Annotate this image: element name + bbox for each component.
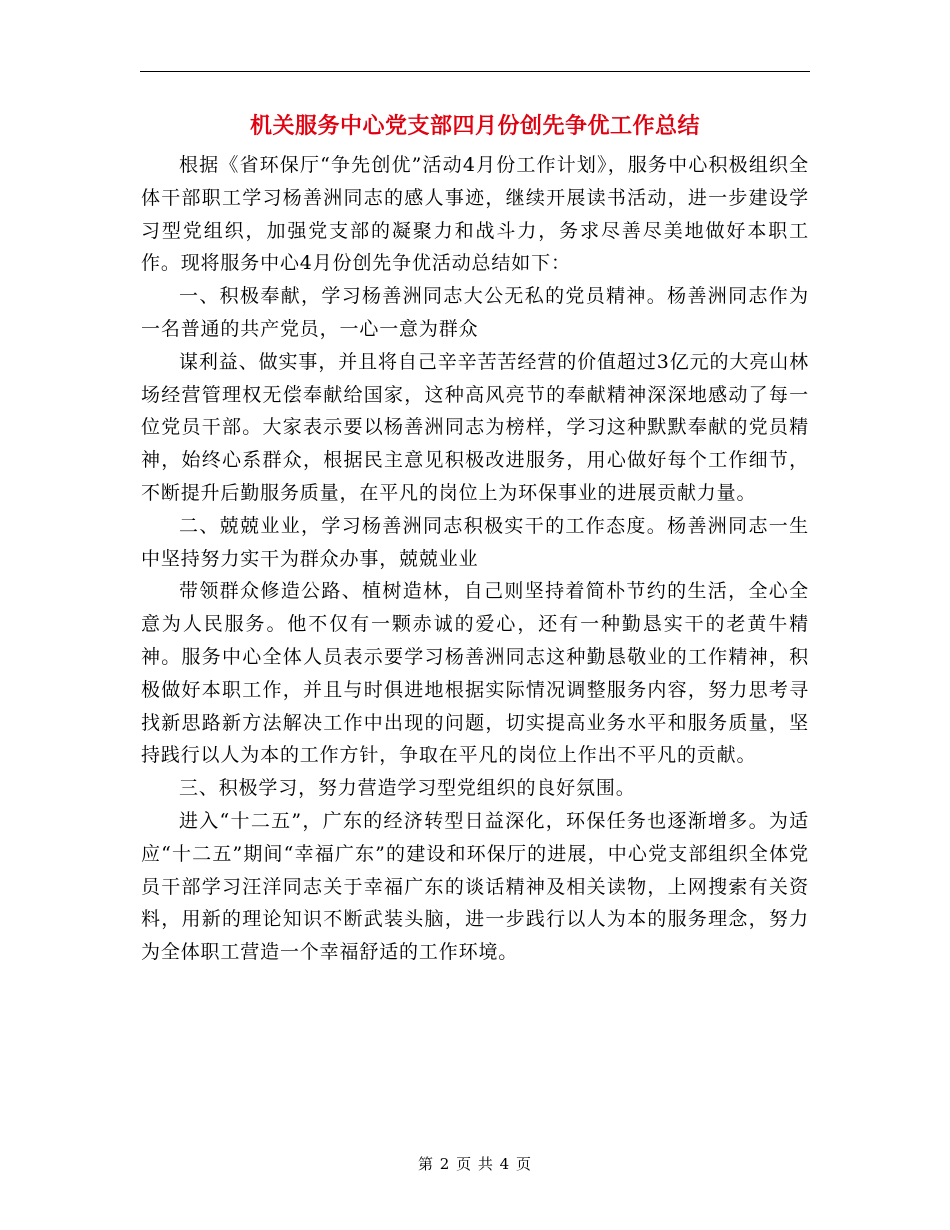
header-rule xyxy=(140,71,810,72)
document-body xyxy=(141,149,809,969)
paragraph-intro: 根据《省环保厅“争先创优”活动4月份工作计划》，服务中心积极组织全体干部职工学习杨善洲同志的感人事迹，继续开展读书活动，进一步建设学习型党组织，加强党支部的凝聚力和战斗力，务求尽善尽美地做好本职工作。现将服务中心4月份创先争优活动总结如下： xyxy=(141,154,809,275)
page-number-footer: 第 2 页 共 4 页 xyxy=(418,1155,532,1173)
paragraph-section-1-body: 谋利益、做实事，并且将自己辛辛苦苦经营的价值超过3亿元的大亮山林场经营管理权无偿奉献给国家，这种高风亮节的奉献精神深深地感动了每一位党员干部。大家表示要以杨善洲同志为榜样，学习这种默默奉献的党员精神，始终心系群众，根据民主意见积极改进服务，用心做好每个工作细节，不断提升后勤服务质量，在平凡的岗位上为环保事业的进展贡献力量。 xyxy=(141,350,809,504)
paragraph-section-3-body: 进入“十二五”，广东的经济转型日益深化，环保任务也逐渐增多。为适应“十二五”期间“幸福广东”的建设和环保厅的进展，中心党支部组织全体党员干部学习汪洋同志关于幸福广东的谈话精神及相关读物，上网搜索有关资料，用新的理论知识不断武装头脑，进一步践行以人为本的服务理念，努力为全体职工营造一个幸福舒适的工作环境。 xyxy=(141,809,809,964)
document-title: 机关服务中心党支部四月份创先争优工作总结 xyxy=(249,113,700,139)
paragraph-section-2-body: 带领群众修造公路、植树造林，自己则坚持着简朴节约的生活，全心全意为人民服务。他不仅有一颗赤诚的爱心，还有一种勤恳实干的老黄牛精神。服务中心全体人员表示要学习杨善洲同志这种勤恳敬业的工作精神，积极做好本职工作，并且与时俱进地根据实际情况调整服务内容，努力思考寻找新思路新方法解决工作中出现的问题，切实提高业务水平和服务质量，坚持践行以人为本的工作方针，争取在平凡的岗位上作出不平凡的贡献。 xyxy=(141,580,809,767)
paragraph-section-3-heading: 三、积极学习，努力营造学习型党组织的良好氛围。 xyxy=(179,777,636,800)
paragraph-section-2-heading: 二、兢兢业业，学习杨善洲同志积极实干的工作态度。杨善洲同志一生中坚持努力实干为群众办事，兢兢业业 xyxy=(141,514,809,570)
paragraph-section-1-heading: 一、积极奉献，学习杨善洲同志大公无私的党员精神。杨善洲同志作为一名普通的共产党员，一心一意为群众 xyxy=(141,285,809,340)
